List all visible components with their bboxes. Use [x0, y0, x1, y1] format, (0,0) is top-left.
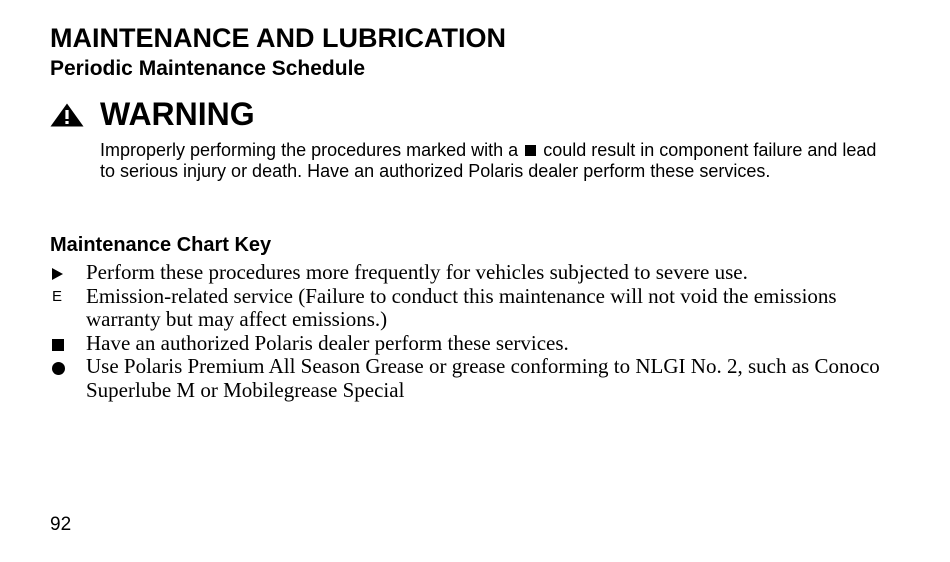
circle-icon [52, 362, 65, 375]
chart-key-item-grease [0, 355, 950, 402]
chart-key-item-emission [0, 285, 950, 332]
section-subtitle: Periodic Maintenance Schedule [50, 57, 366, 80]
section-title: MAINTENANCE AND LUBRICATION [50, 23, 506, 53]
square-icon [52, 339, 64, 351]
triangle-right-icon [52, 268, 63, 280]
chart-key-item-text: Use Polaris Premium All Season Grease or grease conforming to NLGI No. 2, such as Conoco Superlube M or Mobilegrease Special [86, 354, 880, 402]
chart-key-item-text: Have an authorized Polaris dealer perform these services. [86, 330, 569, 355]
chart-key-item-severe-use [0, 261, 950, 285]
warning-text-part-2: could result in component failure and lead to serious injury or death. Have an authorized Polaris dealer perform these services. [100, 140, 877, 181]
warning-heading: WARNING [100, 96, 255, 132]
warning-text-part-1: Improperly performing the procedures marked with a [100, 140, 519, 160]
chart-key-item-text: Emission-related service (Failure to conduct this maintenance will not void the emissions warranty but may affect emissions.) [86, 283, 837, 331]
emission-symbol: E [52, 287, 63, 305]
chart-key-heading: Maintenance Chart Key [50, 234, 272, 256]
warning-text [100, 140, 890, 181]
chart-key-list [0, 261, 950, 402]
page-number: 92 [50, 514, 72, 535]
chart-key-item-dealer [0, 332, 950, 356]
warning-triangle-icon [50, 103, 84, 127]
square-icon [525, 145, 536, 156]
chart-key-item-text: Perform these procedures more frequently for vehicles subjected to severe use. [86, 260, 748, 284]
